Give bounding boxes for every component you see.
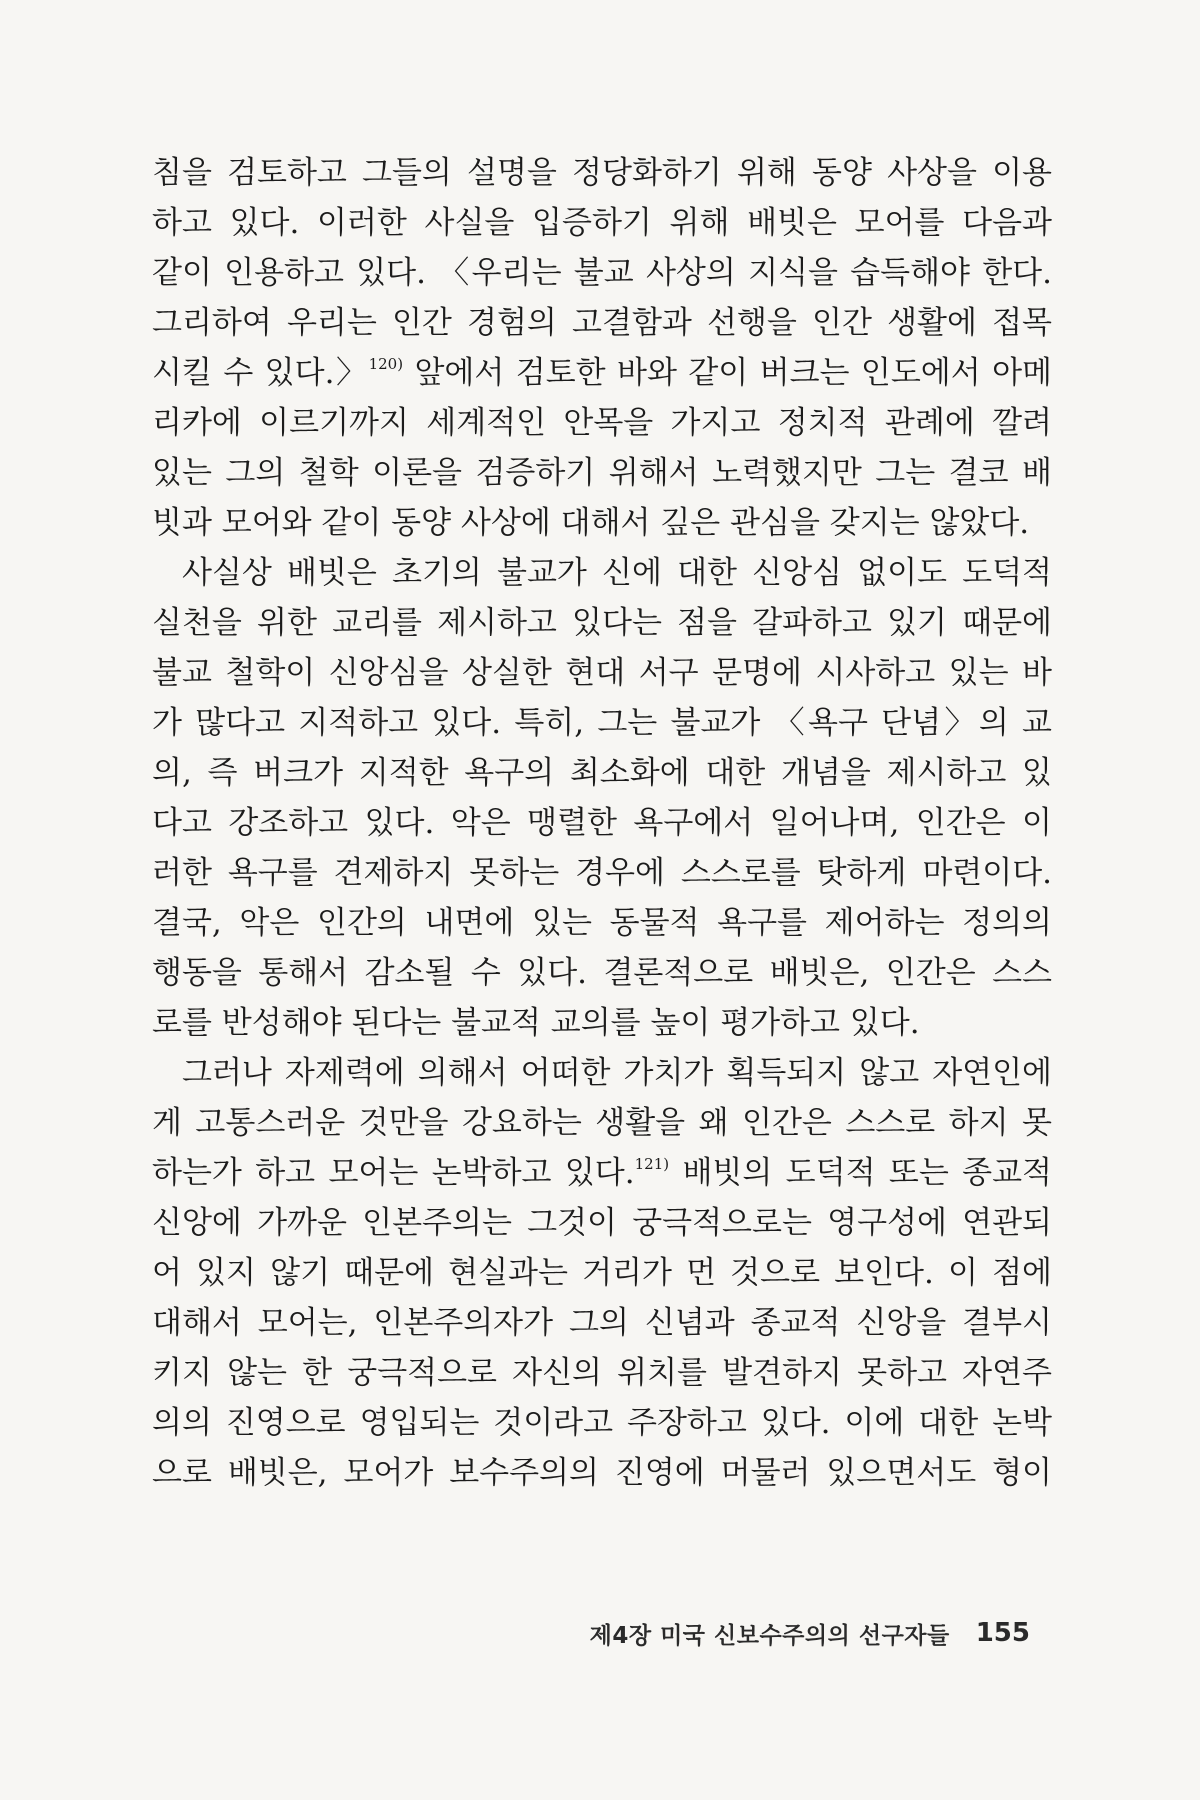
footnote-marker: 121) bbox=[634, 1155, 670, 1173]
text-line: 실천을 위한 교리를 제시하고 있다는 점을 갈파하고 있기 때문에 bbox=[152, 605, 1052, 641]
text-line: 그러나 자제력에 의해서 어떠한 가치가 획득되지 않고 자연인에 bbox=[182, 1055, 1052, 1091]
page-footer bbox=[560, 1613, 1030, 1653]
text-line: 키지 않는 한 궁극적으로 자신의 위치를 발견하지 못하고 자연주 bbox=[152, 1355, 1052, 1391]
text-segment: 시킬 수 있다.〉 bbox=[152, 355, 369, 391]
text-line: 어 있지 않기 때문에 현실과는 거리가 먼 것으로 보인다. 이 점에 bbox=[152, 1255, 1052, 1291]
text-line: 침을 검토하고 그들의 설명을 정당화하기 위해 동양 사상을 이용 bbox=[152, 155, 1052, 191]
text-line: 대해서 모어는, 인본주의자가 그의 신념과 종교적 신앙을 결부시 bbox=[152, 1305, 1052, 1341]
text-line: 사실상 배빗은 초기의 불교가 신에 대한 신앙심 없이도 도덕적 bbox=[182, 555, 1052, 591]
text-segment: 하는가 하고 모어는 논박하고 있다. bbox=[152, 1155, 635, 1191]
text-line: 같이 인용하고 있다. 〈우리는 불교 사상의 지식을 습득해야 한다. bbox=[152, 255, 1052, 291]
text-segment: 배빗의 도덕적 또는 종교적 bbox=[669, 1155, 1052, 1191]
body-text bbox=[152, 148, 1052, 1498]
text-line: 러한 욕구를 견제하지 못하는 경우에 스스로를 탓하게 마련이다. bbox=[152, 855, 1052, 891]
text-line: 있는 그의 철학 이론을 검증하기 위해서 노력했지만 그는 결코 배 bbox=[152, 455, 1052, 491]
text-line: 로를 반성해야 된다는 불교적 교의를 높이 평가하고 있다. bbox=[152, 1005, 920, 1041]
text-line bbox=[152, 348, 1052, 398]
running-footer-chapter: 제4장 미국 신보수주의의 선구자들 bbox=[589, 1622, 950, 1649]
text-line: 결국, 악은 인간의 내면에 있는 동물적 욕구를 제어하는 정의의 bbox=[152, 905, 1052, 941]
text-line: 게 고통스러운 것만을 강요하는 생활을 왜 인간은 스스로 하지 못 bbox=[152, 1105, 1052, 1141]
text-line: 그리하여 우리는 인간 경험의 고결함과 선행을 인간 생활에 접목 bbox=[152, 305, 1052, 341]
text-line: 행동을 통해서 감소될 수 있다. 결론적으로 배빗은, 인간은 스스 bbox=[152, 955, 1052, 991]
page-number: 155 bbox=[975, 1618, 1030, 1648]
text-line: 가 많다고 지적하고 있다. 특히, 그는 불교가 〈욕구 단념〉의 교 bbox=[152, 705, 1052, 741]
text-line: 의의 진영으로 영입되는 것이라고 주장하고 있다. 이에 대한 논박 bbox=[152, 1405, 1052, 1441]
text-line: 다고 강조하고 있다. 악은 맹렬한 욕구에서 일어나며, 인간은 이 bbox=[152, 805, 1052, 841]
footnote-marker: 120) bbox=[368, 355, 404, 373]
text-line: 빗과 모어와 같이 동양 사상에 대해서 깊은 관심을 갖지는 않았다. bbox=[152, 505, 1030, 541]
text-line: 하고 있다. 이러한 사실을 입증하기 위해 배빗은 모어를 다음과 bbox=[152, 205, 1052, 241]
text-line: 으로 배빗은, 모어가 보수주의의 진영에 머물러 있으면서도 형이 bbox=[152, 1455, 1052, 1491]
text-line: 리카에 이르기까지 세계적인 안목을 가지고 정치적 관례에 깔려 bbox=[152, 405, 1052, 441]
text-segment: 앞에서 검토한 바와 같이 버크는 인도에서 아메 bbox=[403, 355, 1052, 391]
text-line: 신앙에 가까운 인본주의는 그것이 궁극적으로는 영구성에 연관되 bbox=[152, 1205, 1052, 1241]
text-line: 의, 즉 버크가 지적한 욕구의 최소화에 대한 개념을 제시하고 있 bbox=[152, 755, 1052, 791]
text-line bbox=[152, 1148, 1052, 1198]
text-line: 불교 철학이 신앙심을 상실한 현대 서구 문명에 시사하고 있는 바 bbox=[152, 655, 1052, 691]
